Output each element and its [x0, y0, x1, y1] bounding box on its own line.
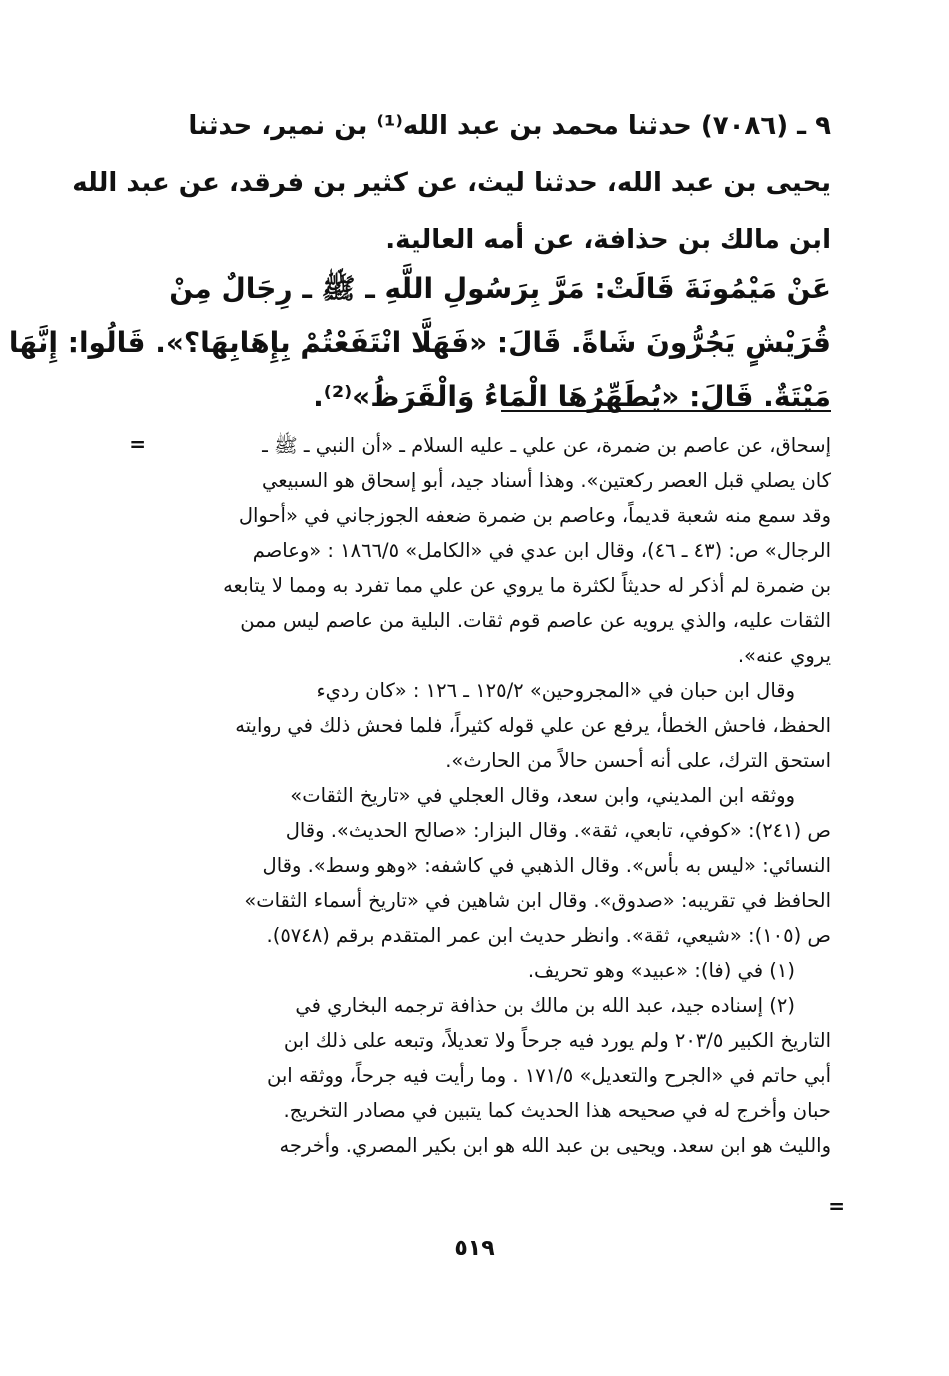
footnote-line: النسائي: «ليس به بأس». وقال الذهبي في كاشفه: «وهو وسط». وقال: [262, 854, 831, 877]
main-text: [72, 98, 831, 269]
footnote-line: التاريخ الكبير ٢٠٣/٥ ولم يورد فيه جرحاً ولا تعديلاً، وتبعه على ذلك ابن: [283, 1029, 831, 1052]
footnote-line: الحافظ في تقريبه: «صدوق». وقال ابن شاهين في «تاريخ أسماء الثقات»: [244, 889, 831, 912]
hadith-line: قُرَيْشٍ يَجُرُّونَ شَاةً. قَالَ: «فَهَلَّا انْتَفَعْتُمْ بِإِهَابِهَا؟». قَالُوا: إِنَّهَا: [8, 326, 831, 359]
hadith-line: عَنْ مَيْمُونَةَ قَالَتْ: مَرَّ بِرَسُولِ اللَّهِ ـ ﷺ ـ رِجَالٌ مِنْ: [169, 272, 831, 305]
footnote-line: بن ضمرة لم أذكر له حديثاً لكثرة ما يروي عن علي مما تفرد به ومما لا يتابعه: [223, 574, 831, 597]
footnote-line: وقال ابن حبان في «المجروحين» ١٢٥/٢ ـ ١٢٦ : «كان رديء: [316, 679, 795, 702]
continuation-mark-top: =: [129, 432, 146, 456]
footnotes: [131, 428, 831, 1163]
hadith-line: مَيْتَةٌ. قَالَ: «يُطَهِّرُهَا الْمَاءُ وَالْقَرَظُ»⁽²⁾.: [313, 380, 831, 413]
footnote-line: حبان وأخرج له في صحيحه هذا الحديث كما يتبين في مصادر التخريج.: [283, 1099, 831, 1122]
main-text-line: ابن مالك بن حذافة، عن أمه العالية.: [385, 225, 831, 255]
footnote-line: (٢) إسناده جيد، عبد الله بن مالك بن حذافة ترجمه البخاري في: [295, 994, 795, 1017]
footnote-line: ص (١٠٥): «شيعي، ثقة». وانظر حديث ابن عمر المتقدم برقم (٥٧٤٨).: [266, 924, 831, 947]
footnote-line: الثقات عليه، والذي يرويه عن عاصم قوم ثقات. البلية من عاصم ليس ممن: [240, 609, 831, 632]
footnote-line: إسحاق، عن عاصم بن ضمرة، عن علي ـ عليه السلام ـ «أن النبي ـ ﷺ ـ: [262, 434, 831, 457]
footnote-line: الرجال» ص: (٤٣ ـ ٤٦)، وقال ابن عدي في «الكامل» ١٨٦٦/٥ : «وعاصم: [252, 539, 831, 562]
footnote-line: (١) في (فا): «عبيد» وهو تحريف.: [527, 959, 795, 982]
footnote-line: استحق الترك، على أنه أحسن حالاً من الحارث».: [445, 749, 831, 772]
footnote-line: كان يصلي قبل العصر ركعتين». وهذا أسناد جيد، أبو إسحاق هو السبيعي: [262, 469, 831, 492]
main-text-line: ٩ ـ (٧٠٨٦) حدثنا محمد بن عبد الله⁽¹⁾ بن نمير، حدثنا: [188, 111, 831, 141]
main-text-line: يحيى بن عبد الله، حدثنا ليث، عن كثير بن فرقد، عن عبد الله: [72, 168, 831, 198]
footnote-divider: [501, 410, 831, 412]
continuation-mark-bottom: =: [828, 1194, 845, 1218]
footnote-line: ووثقه ابن المديني، وابن سعد، وقال العجلي في «تاريخ الثقات»: [290, 784, 795, 807]
footnote-line: وقد سمع منه شعبة قديماً، وعاصم بن ضمرة ضعفه الجوزجاني في «أحوال: [238, 504, 831, 527]
footnote-line: الحفظ، فاحش الخطأ، يرفع عن علي قوله كثيراً، فلما فحش ذلك في روايته: [235, 714, 831, 737]
hadith-text: [8, 262, 831, 424]
footnote-line: والليث هو ابن سعد. ويحيى بن عبد الله هو ابن بكير المصري. وأخرجه: [279, 1134, 831, 1157]
footnote-line: ص (٢٤١): «كوفي، تابعي، ثقة». وقال البزار: «صالح الحديث». وقال: [285, 819, 831, 842]
footnote-line: أبي حاتم في «الجرح والتعديل» ١٧١/٥ . وما رأيت فيه جرحاً، ووثقه ابن: [266, 1064, 831, 1087]
footnote-line: يروي عنه».: [737, 644, 831, 667]
page-number: ٥١٩: [454, 1236, 495, 1261]
